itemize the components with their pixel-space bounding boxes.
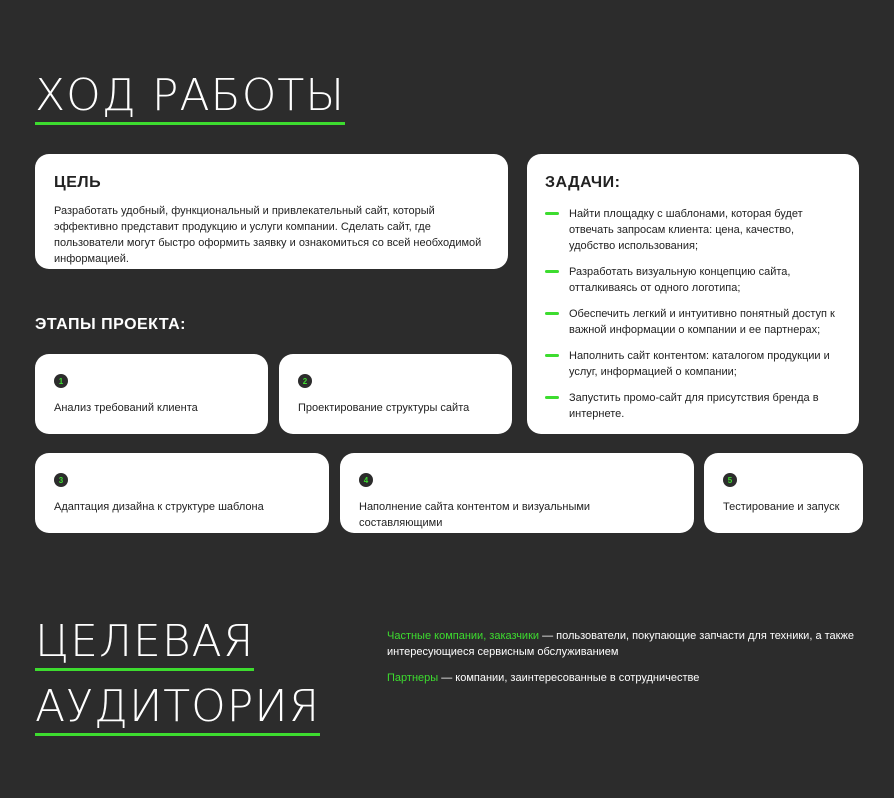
stage-number-badge: 2 — [298, 374, 312, 388]
stage-label: Анализ требований клиента — [54, 402, 198, 414]
dash-icon — [545, 212, 559, 215]
audience-title-line-2: АУДИТОРИЯ — [35, 685, 320, 736]
dash-icon — [545, 396, 559, 399]
task-text: Запустить промо-сайт для присутствия бренда в интернете. — [569, 392, 819, 420]
audience-item — [387, 628, 857, 660]
task-item — [545, 206, 841, 254]
stage-number-badge: 4 — [359, 473, 373, 487]
audience-label: Частные компании, заказчики — [387, 630, 540, 642]
task-text: Разработать визуальную концепцию сайта, отталкиваясь от одного логотипа; — [569, 266, 791, 294]
task-text: Обеспечить легкий и интуитивно понятный доступ к важной информации о компании и ее партнерах; — [569, 308, 835, 336]
stage-label: Тестирование и запуск — [723, 501, 840, 513]
goal-title: ЦЕЛЬ — [54, 174, 102, 191]
audience-text: — пользователи, покупающие запчасти для техники, а также интересующиеся сервисным обслуживанием — [387, 630, 854, 658]
goal-card — [35, 154, 508, 269]
tasks-title: ЗАДАЧИ: — [545, 174, 621, 191]
task-item — [545, 264, 841, 296]
dash-icon — [545, 270, 559, 273]
audience-text: — компании, заинтересованные в сотрудничестве — [438, 672, 700, 684]
task-item — [545, 306, 841, 338]
task-item — [545, 390, 841, 422]
audience-label: Партнеры — [387, 672, 439, 684]
page-title-work-process — [35, 70, 346, 125]
dash-icon — [545, 312, 559, 315]
work-title-text: ХОД РАБОТЫ — [35, 74, 345, 125]
stage-label: Адаптация дизайна к структуре шаблона — [54, 501, 264, 513]
audience-item — [387, 670, 857, 686]
task-text: Найти площадку с шаблонами, которая будет отвечать запросам клиента: цена, качество, удобство использования; — [569, 208, 803, 252]
stage-number-badge: 5 — [723, 473, 737, 487]
task-text: Наполнить сайт контентом: каталогом продукции и услуг, информацией о компании; — [569, 350, 830, 378]
audience-title-line-1: ЦЕЛЕВАЯ — [35, 620, 254, 671]
stage-label: Наполнение сайта контентом и визуальными составляющими — [359, 501, 591, 529]
stage-number-badge: 1 — [54, 374, 68, 388]
stage-card-4 — [340, 453, 694, 533]
stage-label: Проектирование структуры сайта — [298, 402, 470, 414]
stage-card-5 — [704, 453, 863, 533]
task-item — [545, 348, 841, 380]
dash-icon — [545, 354, 559, 357]
stage-card-2 — [279, 354, 512, 434]
stage-card-3 — [35, 453, 329, 533]
page-title-target-audience — [35, 616, 321, 736]
stage-card-1 — [35, 354, 268, 434]
stage-number-badge: 3 — [54, 473, 68, 487]
stages-heading: ЭТАПЫ ПРОЕКТА: — [35, 316, 186, 333]
audience-description — [387, 628, 857, 696]
tasks-card — [527, 154, 859, 434]
goal-text: Разработать удобный, функциональный и привлекательный сайт, который эффективно представит продукцию и услуги компании. Сделать сайт, где пользователи могут быстро оформить заявку и ознакомиться со всей необходимой информацией. — [54, 205, 482, 265]
